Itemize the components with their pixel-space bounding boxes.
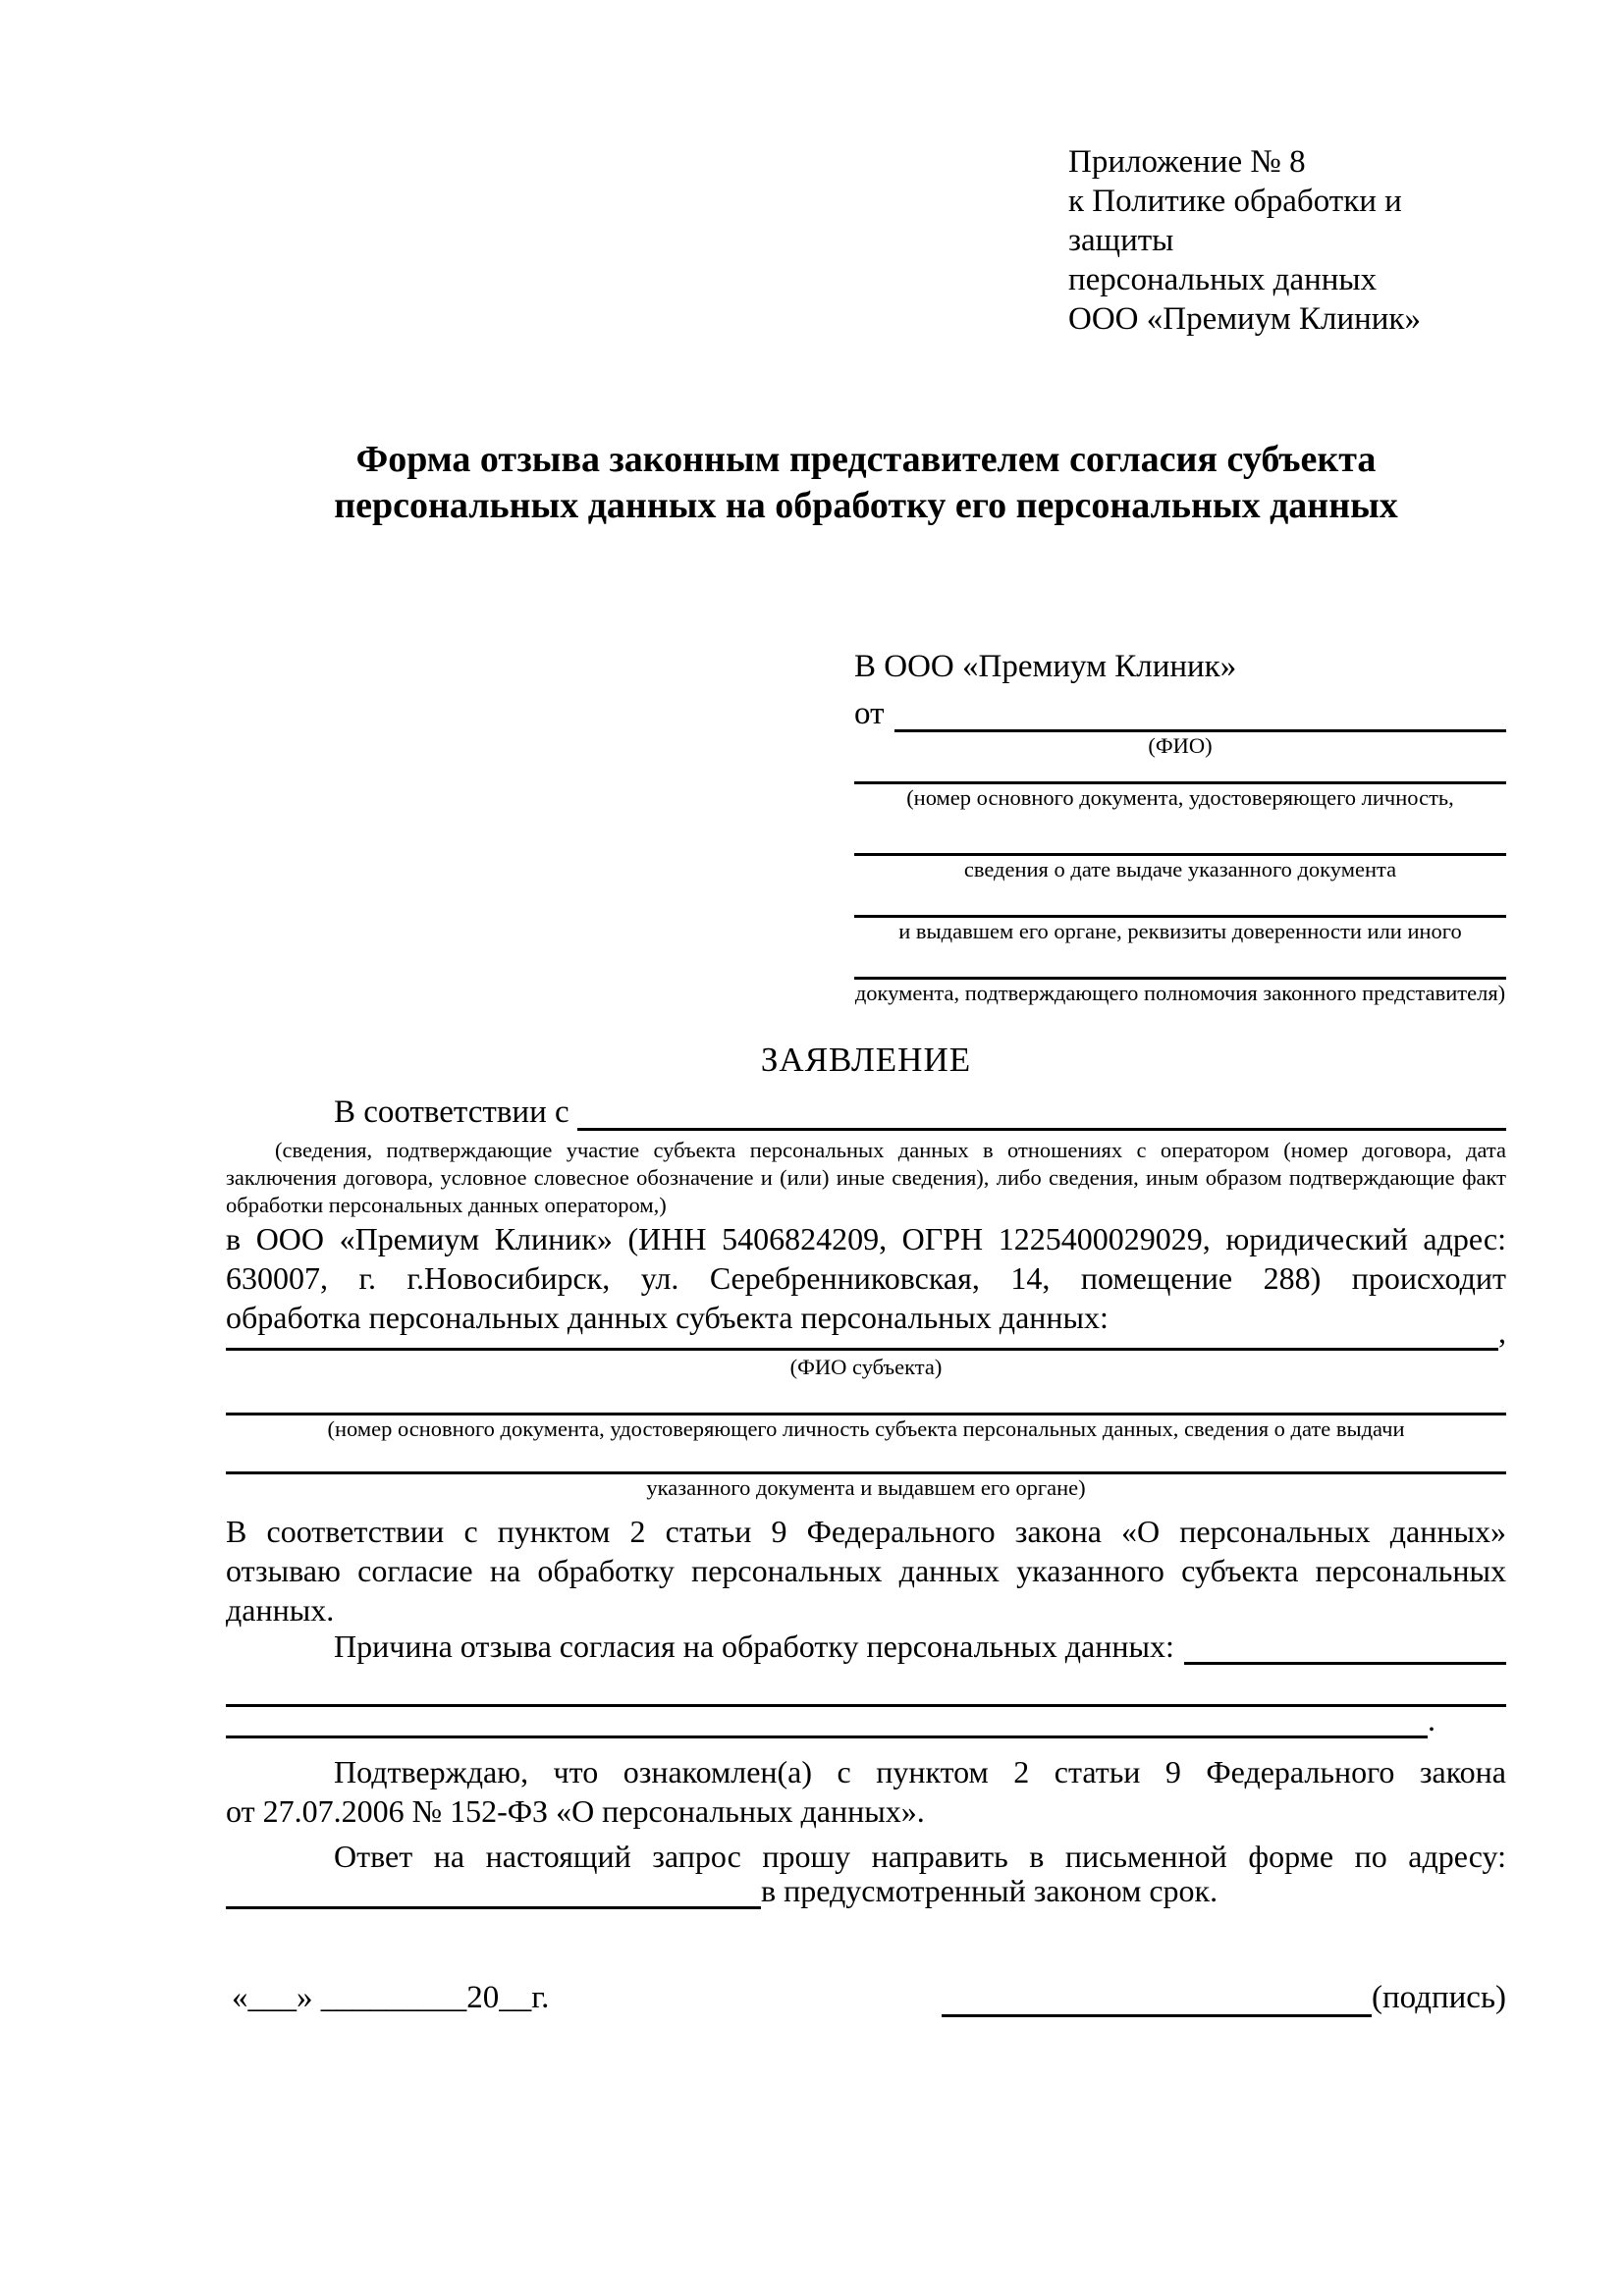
paragraph-line: отзываю согласие на обработку персональных данных указанного субъекта персональных (226, 1553, 1506, 1588)
signature-caption: (подпись) (1372, 1980, 1506, 2015)
fio-caption: (ФИО) (1148, 733, 1213, 758)
accordance-blank-line (577, 1128, 1506, 1131)
comma: , (1498, 1314, 1506, 1350)
confirm-paragraph (226, 1752, 1506, 1831)
reason-label: Причина отзыва согласия на обработку персональных данных: (334, 1629, 1174, 1664)
reason-end-line (226, 1704, 1428, 1738)
statement-heading: ЗАЯВЛЕНИЕ (760, 1041, 972, 1079)
reply-address-row (226, 1873, 1506, 1909)
document-caption: сведения о дате выдаче указанного документа (963, 857, 1397, 881)
appendix-line: персональных данных (1068, 262, 1378, 297)
recipient-organization: В ООО «Премиум Клиник» (854, 649, 1237, 684)
subject-fio-caption: (ФИО субъекта) (789, 1355, 943, 1379)
reply-address-blank-line (226, 1873, 761, 1909)
withdrawal-paragraph (226, 1512, 1506, 1629)
subject-document-caption: указанного документа и выдавшем его органе) (646, 1475, 1086, 1500)
document-caption: и выдавшем его органе, реквизиты доверенности или иного (898, 919, 1462, 943)
reply-tail: в предусмотренный законом срок. (761, 1873, 1218, 1908)
operator-paragraph (226, 1219, 1506, 1337)
paragraph-line: 630007, г. г.Новосибирск, ул. Серебренниковская, 14, помещение 288) происходит (226, 1260, 1506, 1296)
subject-document-caption: (номер основного документа, удостоверяющего личность субъекта персональных данных, сведения о дате выдачи (327, 1416, 1405, 1441)
from-label: от (854, 696, 885, 731)
accordance-label: В соответствии с (334, 1095, 569, 1130)
paragraph-line: Подтверждаю, что ознакомлен(а) с пунктом 2 статьи 9 Федерального закона (334, 1754, 1506, 1789)
accordance-row (226, 1082, 1506, 1131)
appendix-line: Приложение № 8 (1068, 144, 1306, 180)
subject-fio-blank-line (226, 1334, 1498, 1351)
footer-row (226, 1978, 1506, 2017)
paragraph-line: от 27.07.2006 № 152-ФЗ «О персональных данных». (226, 1793, 925, 1829)
paragraph-line: В соответствии с пунктом 2 статьи 9 Федерального закона «О персональных данных» (226, 1514, 1506, 1549)
recipient-block (854, 645, 1506, 1007)
paragraph-line: (сведения, подтверждающие участие субъекта персональных данных в отношениях с оператором (номер договора, дата (275, 1138, 1506, 1162)
paragraph-line: в ООО «Премиум Клиник» (ИНН 5406824209, ОГРН 1225400029029, юридический адрес: (226, 1221, 1506, 1256)
document-title-line: Форма отзыва законным представителем согласия субъекта (355, 439, 1377, 480)
date-blank: «___» _________20__г. (232, 1980, 550, 2015)
appendix-line: к Политике обработки и защиты (1068, 184, 1402, 258)
reason-blank-line (1184, 1662, 1506, 1665)
reason-end-row (226, 1702, 1506, 1738)
appendix-block (1068, 142, 1506, 339)
signature-blank-line (942, 2004, 1372, 2017)
appendix-line: ООО «Премиум Клиник» (1068, 301, 1421, 337)
document-caption: документа, подтверждающего полномочия законного представителя) (854, 981, 1506, 1005)
paragraph-line: данных. (226, 1592, 335, 1628)
paragraph-line: обработки персональных данных оператором,) (226, 1193, 667, 1217)
reply-request-line: Ответ на настоящий запрос прошу направить в письменной форме по адресу: (334, 1839, 1506, 1874)
document-title (226, 437, 1506, 529)
signature-area (942, 1978, 1506, 2017)
document-title-line: персональных данных на обработку его персональных данных (334, 485, 1398, 526)
period: . (1428, 1702, 1435, 1737)
paragraph-line: заключения договора, условное словесное обозначение и (или) иные сведения), либо сведения, иным образом подтверждающие факт (226, 1165, 1506, 1190)
document-caption: (номер основного документа, удостоверяющего личность, (906, 785, 1454, 810)
paragraph-line: обработка персональных данных субъекта персональных данных: (226, 1300, 1109, 1335)
note-paragraph (226, 1137, 1506, 1219)
reason-row (226, 1629, 1506, 1665)
from-row (854, 689, 1506, 732)
